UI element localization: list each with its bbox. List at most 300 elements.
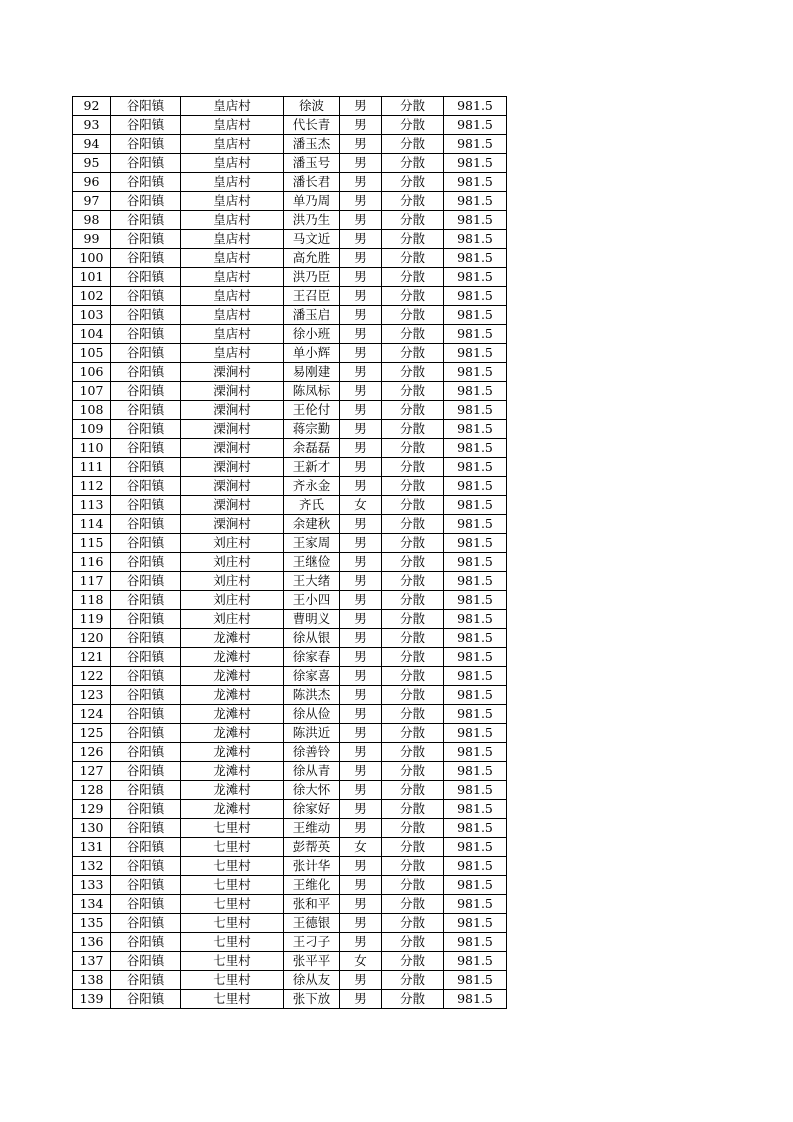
cell-amount: 981.5: [444, 515, 507, 534]
cell-town: 谷阳镇: [111, 458, 181, 477]
cell-name: 王继俭: [284, 553, 340, 572]
cell-amount: 981.5: [444, 610, 507, 629]
cell-gender: 男: [340, 743, 382, 762]
cell-village: 七里村: [181, 857, 284, 876]
cell-support-type: 分散: [382, 781, 444, 800]
cell-support-type: 分散: [382, 363, 444, 382]
cell-support-type: 分散: [382, 420, 444, 439]
cell-amount: 981.5: [444, 724, 507, 743]
table-row: [73, 838, 507, 857]
table-row: [73, 458, 507, 477]
cell-gender: 男: [340, 287, 382, 306]
cell-town: 谷阳镇: [111, 933, 181, 952]
cell-village: 皇店村: [181, 173, 284, 192]
cell-amount: 981.5: [444, 116, 507, 135]
cell-amount: 981.5: [444, 857, 507, 876]
cell-row-number: 93: [73, 116, 111, 135]
cell-gender: 男: [340, 648, 382, 667]
cell-row-number: 124: [73, 705, 111, 724]
cell-amount: 981.5: [444, 534, 507, 553]
table-row: [73, 876, 507, 895]
cell-village: 刘庄村: [181, 610, 284, 629]
cell-row-number: 115: [73, 534, 111, 553]
cell-amount: 981.5: [444, 648, 507, 667]
cell-village: 刘庄村: [181, 591, 284, 610]
cell-support-type: 分散: [382, 534, 444, 553]
cell-village: 七里村: [181, 838, 284, 857]
cell-name: 高允胜: [284, 249, 340, 268]
table-row: [73, 496, 507, 515]
cell-name: 单乃周: [284, 192, 340, 211]
cell-name: 王大绪: [284, 572, 340, 591]
cell-gender: 男: [340, 458, 382, 477]
cell-town: 谷阳镇: [111, 819, 181, 838]
table-row: [73, 173, 507, 192]
cell-row-number: 104: [73, 325, 111, 344]
cell-amount: 981.5: [444, 762, 507, 781]
cell-village: 刘庄村: [181, 553, 284, 572]
cell-village: 溧涧村: [181, 401, 284, 420]
table-row: [73, 990, 507, 1009]
cell-name: 齐氏: [284, 496, 340, 515]
cell-name: 代长青: [284, 116, 340, 135]
cell-amount: 981.5: [444, 933, 507, 952]
cell-gender: 男: [340, 705, 382, 724]
cell-row-number: 118: [73, 591, 111, 610]
cell-gender: 男: [340, 116, 382, 135]
cell-name: 王新才: [284, 458, 340, 477]
cell-gender: 男: [340, 857, 382, 876]
table-row: [73, 97, 507, 116]
cell-town: 谷阳镇: [111, 515, 181, 534]
cell-gender: 女: [340, 952, 382, 971]
cell-gender: 男: [340, 477, 382, 496]
table-row: [73, 629, 507, 648]
cell-amount: 981.5: [444, 591, 507, 610]
cell-town: 谷阳镇: [111, 249, 181, 268]
cell-name: 洪乃生: [284, 211, 340, 230]
cell-town: 谷阳镇: [111, 97, 181, 116]
cell-name: 徐家好: [284, 800, 340, 819]
cell-name: 张计华: [284, 857, 340, 876]
cell-amount: 981.5: [444, 173, 507, 192]
table-row: [73, 800, 507, 819]
cell-name: 王召臣: [284, 287, 340, 306]
cell-village: 龙滩村: [181, 629, 284, 648]
cell-gender: 男: [340, 401, 382, 420]
table-row: [73, 192, 507, 211]
cell-amount: 981.5: [444, 401, 507, 420]
cell-name: 易刚建: [284, 363, 340, 382]
cell-row-number: 127: [73, 762, 111, 781]
cell-support-type: 分散: [382, 762, 444, 781]
cell-name: 曹明义: [284, 610, 340, 629]
cell-row-number: 120: [73, 629, 111, 648]
cell-name: 陈洪杰: [284, 686, 340, 705]
cell-gender: 男: [340, 382, 382, 401]
table-row: [73, 667, 507, 686]
cell-amount: 981.5: [444, 876, 507, 895]
cell-gender: 男: [340, 819, 382, 838]
cell-name: 徐波: [284, 97, 340, 116]
cell-town: 谷阳镇: [111, 762, 181, 781]
cell-row-number: 98: [73, 211, 111, 230]
cell-village: 龙滩村: [181, 781, 284, 800]
cell-amount: 981.5: [444, 667, 507, 686]
table-row: [73, 762, 507, 781]
table-row: [73, 344, 507, 363]
cell-support-type: 分散: [382, 230, 444, 249]
cell-name: 徐小班: [284, 325, 340, 344]
cell-name: 张和平: [284, 895, 340, 914]
cell-row-number: 101: [73, 268, 111, 287]
table-row: [73, 439, 507, 458]
cell-amount: 981.5: [444, 800, 507, 819]
cell-amount: 981.5: [444, 914, 507, 933]
cell-gender: 男: [340, 230, 382, 249]
cell-support-type: 分散: [382, 990, 444, 1009]
cell-amount: 981.5: [444, 971, 507, 990]
cell-village: 七里村: [181, 819, 284, 838]
cell-name: 马文近: [284, 230, 340, 249]
cell-town: 谷阳镇: [111, 610, 181, 629]
cell-gender: 男: [340, 762, 382, 781]
cell-row-number: 137: [73, 952, 111, 971]
cell-amount: 981.5: [444, 781, 507, 800]
cell-village: 皇店村: [181, 230, 284, 249]
cell-name: 潘玉杰: [284, 135, 340, 154]
cell-support-type: 分散: [382, 553, 444, 572]
cell-support-type: 分散: [382, 496, 444, 515]
cell-town: 谷阳镇: [111, 667, 181, 686]
cell-gender: 男: [340, 990, 382, 1009]
cell-gender: 男: [340, 572, 382, 591]
cell-gender: 男: [340, 971, 382, 990]
cell-row-number: 121: [73, 648, 111, 667]
cell-village: 皇店村: [181, 249, 284, 268]
cell-name: 陈凤标: [284, 382, 340, 401]
cell-gender: 男: [340, 154, 382, 173]
cell-amount: 981.5: [444, 135, 507, 154]
table-row: [73, 553, 507, 572]
cell-village: 皇店村: [181, 268, 284, 287]
table-row: [73, 743, 507, 762]
cell-row-number: 123: [73, 686, 111, 705]
cell-amount: 981.5: [444, 819, 507, 838]
cell-amount: 981.5: [444, 629, 507, 648]
cell-support-type: 分散: [382, 382, 444, 401]
cell-amount: 981.5: [444, 952, 507, 971]
cell-amount: 981.5: [444, 363, 507, 382]
cell-town: 谷阳镇: [111, 268, 181, 287]
cell-amount: 981.5: [444, 553, 507, 572]
cell-village: 溧涧村: [181, 477, 284, 496]
cell-village: 皇店村: [181, 344, 284, 363]
cell-village: 溧涧村: [181, 382, 284, 401]
table-row: [73, 287, 507, 306]
table-row: [73, 116, 507, 135]
cell-gender: 男: [340, 933, 382, 952]
cell-town: 谷阳镇: [111, 439, 181, 458]
cell-gender: 男: [340, 211, 382, 230]
cell-village: 溧涧村: [181, 363, 284, 382]
cell-village: 龙滩村: [181, 667, 284, 686]
cell-amount: 981.5: [444, 496, 507, 515]
cell-row-number: 135: [73, 914, 111, 933]
cell-gender: 男: [340, 610, 382, 629]
table-row: [73, 306, 507, 325]
cell-row-number: 116: [73, 553, 111, 572]
cell-town: 谷阳镇: [111, 629, 181, 648]
cell-amount: 981.5: [444, 838, 507, 857]
cell-village: 皇店村: [181, 306, 284, 325]
cell-amount: 981.5: [444, 192, 507, 211]
cell-gender: 男: [340, 249, 382, 268]
cell-row-number: 95: [73, 154, 111, 173]
cell-town: 谷阳镇: [111, 743, 181, 762]
cell-support-type: 分散: [382, 344, 444, 363]
cell-town: 谷阳镇: [111, 173, 181, 192]
table-row: [73, 135, 507, 154]
cell-town: 谷阳镇: [111, 306, 181, 325]
table-body: [73, 97, 507, 1009]
cell-name: 徐家喜: [284, 667, 340, 686]
cell-row-number: 133: [73, 876, 111, 895]
cell-name: 单小辉: [284, 344, 340, 363]
cell-row-number: 132: [73, 857, 111, 876]
cell-row-number: 128: [73, 781, 111, 800]
cell-amount: 981.5: [444, 230, 507, 249]
cell-town: 谷阳镇: [111, 591, 181, 610]
cell-support-type: 分散: [382, 952, 444, 971]
cell-support-type: 分散: [382, 933, 444, 952]
cell-name: 王家周: [284, 534, 340, 553]
cell-amount: 981.5: [444, 420, 507, 439]
cell-support-type: 分散: [382, 819, 444, 838]
cell-village: 皇店村: [181, 116, 284, 135]
cell-support-type: 分散: [382, 135, 444, 154]
cell-village: 皇店村: [181, 325, 284, 344]
cell-support-type: 分散: [382, 800, 444, 819]
cell-village: 七里村: [181, 933, 284, 952]
cell-name: 徐从青: [284, 762, 340, 781]
cell-village: 溧涧村: [181, 496, 284, 515]
cell-town: 谷阳镇: [111, 971, 181, 990]
cell-amount: 981.5: [444, 154, 507, 173]
cell-name: 洪乃臣: [284, 268, 340, 287]
cell-name: 王维动: [284, 819, 340, 838]
table-row: [73, 971, 507, 990]
cell-village: 皇店村: [181, 97, 284, 116]
cell-town: 谷阳镇: [111, 477, 181, 496]
cell-town: 谷阳镇: [111, 800, 181, 819]
cell-village: 溧涧村: [181, 458, 284, 477]
table-row: [73, 268, 507, 287]
cell-gender: 男: [340, 781, 382, 800]
cell-town: 谷阳镇: [111, 344, 181, 363]
cell-village: 皇店村: [181, 154, 284, 173]
table-row: [73, 572, 507, 591]
table-row: [73, 686, 507, 705]
cell-support-type: 分散: [382, 97, 444, 116]
cell-village: 七里村: [181, 971, 284, 990]
cell-support-type: 分散: [382, 515, 444, 534]
cell-village: 溧涧村: [181, 515, 284, 534]
cell-town: 谷阳镇: [111, 325, 181, 344]
cell-town: 谷阳镇: [111, 781, 181, 800]
cell-amount: 981.5: [444, 287, 507, 306]
cell-support-type: 分散: [382, 116, 444, 135]
table-row: [73, 895, 507, 914]
cell-support-type: 分散: [382, 401, 444, 420]
cell-row-number: 110: [73, 439, 111, 458]
table-row: [73, 591, 507, 610]
cell-village: 刘庄村: [181, 572, 284, 591]
cell-support-type: 分散: [382, 857, 444, 876]
cell-town: 谷阳镇: [111, 496, 181, 515]
cell-support-type: 分散: [382, 458, 444, 477]
cell-amount: 981.5: [444, 306, 507, 325]
cell-village: 七里村: [181, 952, 284, 971]
cell-gender: 男: [340, 876, 382, 895]
cell-support-type: 分散: [382, 591, 444, 610]
cell-town: 谷阳镇: [111, 705, 181, 724]
cell-name: 王德银: [284, 914, 340, 933]
cell-amount: 981.5: [444, 344, 507, 363]
cell-town: 谷阳镇: [111, 230, 181, 249]
cell-row-number: 92: [73, 97, 111, 116]
cell-amount: 981.5: [444, 325, 507, 344]
cell-row-number: 125: [73, 724, 111, 743]
cell-gender: 男: [340, 534, 382, 553]
cell-town: 谷阳镇: [111, 895, 181, 914]
cell-row-number: 99: [73, 230, 111, 249]
table-row: [73, 420, 507, 439]
cell-support-type: 分散: [382, 667, 444, 686]
table-row: [73, 230, 507, 249]
cell-support-type: 分散: [382, 268, 444, 287]
cell-village: 龙滩村: [181, 800, 284, 819]
cell-gender: 男: [340, 553, 382, 572]
cell-support-type: 分散: [382, 705, 444, 724]
cell-row-number: 138: [73, 971, 111, 990]
cell-village: 龙滩村: [181, 686, 284, 705]
cell-village: 七里村: [181, 990, 284, 1009]
cell-gender: 男: [340, 173, 382, 192]
cell-row-number: 114: [73, 515, 111, 534]
cell-name: 彭帮英: [284, 838, 340, 857]
cell-support-type: 分散: [382, 914, 444, 933]
cell-support-type: 分散: [382, 173, 444, 192]
cell-row-number: 129: [73, 800, 111, 819]
cell-town: 谷阳镇: [111, 401, 181, 420]
cell-gender: 男: [340, 97, 382, 116]
cell-village: 龙滩村: [181, 648, 284, 667]
cell-name: 徐从俭: [284, 705, 340, 724]
cell-town: 谷阳镇: [111, 211, 181, 230]
cell-name: 王维化: [284, 876, 340, 895]
cell-row-number: 122: [73, 667, 111, 686]
cell-gender: 男: [340, 420, 382, 439]
table-row: [73, 477, 507, 496]
cell-support-type: 分散: [382, 648, 444, 667]
cell-support-type: 分散: [382, 895, 444, 914]
cell-row-number: 97: [73, 192, 111, 211]
cell-support-type: 分散: [382, 629, 444, 648]
cell-amount: 981.5: [444, 268, 507, 287]
cell-village: 皇店村: [181, 287, 284, 306]
table-row: [73, 325, 507, 344]
cell-village: 七里村: [181, 876, 284, 895]
cell-row-number: 106: [73, 363, 111, 382]
table-row: [73, 610, 507, 629]
table-row: [73, 819, 507, 838]
cell-gender: 男: [340, 325, 382, 344]
cell-amount: 981.5: [444, 895, 507, 914]
cell-amount: 981.5: [444, 382, 507, 401]
cell-town: 谷阳镇: [111, 287, 181, 306]
cell-amount: 981.5: [444, 743, 507, 762]
cell-town: 谷阳镇: [111, 952, 181, 971]
cell-support-type: 分散: [382, 724, 444, 743]
cell-name: 潘玉启: [284, 306, 340, 325]
cell-row-number: 111: [73, 458, 111, 477]
table-row: [73, 211, 507, 230]
table-row: [73, 154, 507, 173]
table-row: [73, 534, 507, 553]
table-row: [73, 401, 507, 420]
cell-gender: 女: [340, 496, 382, 515]
cell-village: 七里村: [181, 895, 284, 914]
cell-row-number: 105: [73, 344, 111, 363]
cell-name: 张平平: [284, 952, 340, 971]
cell-name: 齐永金: [284, 477, 340, 496]
cell-town: 谷阳镇: [111, 420, 181, 439]
cell-support-type: 分散: [382, 838, 444, 857]
cell-gender: 男: [340, 306, 382, 325]
cell-name: 潘玉号: [284, 154, 340, 173]
table-row: [73, 705, 507, 724]
table-row: [73, 857, 507, 876]
cell-support-type: 分散: [382, 439, 444, 458]
cell-town: 谷阳镇: [111, 857, 181, 876]
cell-village: 刘庄村: [181, 534, 284, 553]
table-row: [73, 515, 507, 534]
cell-row-number: 119: [73, 610, 111, 629]
table-row: [73, 648, 507, 667]
cell-support-type: 分散: [382, 287, 444, 306]
cell-gender: 男: [340, 667, 382, 686]
cell-village: 皇店村: [181, 211, 284, 230]
cell-village: 皇店村: [181, 192, 284, 211]
cell-row-number: 96: [73, 173, 111, 192]
cell-row-number: 107: [73, 382, 111, 401]
cell-amount: 981.5: [444, 211, 507, 230]
cell-support-type: 分散: [382, 192, 444, 211]
cell-town: 谷阳镇: [111, 838, 181, 857]
cell-row-number: 100: [73, 249, 111, 268]
cell-row-number: 109: [73, 420, 111, 439]
cell-support-type: 分散: [382, 306, 444, 325]
cell-village: 溧涧村: [181, 439, 284, 458]
cell-support-type: 分散: [382, 876, 444, 895]
cell-row-number: 102: [73, 287, 111, 306]
cell-amount: 981.5: [444, 686, 507, 705]
cell-row-number: 136: [73, 933, 111, 952]
cell-town: 谷阳镇: [111, 192, 181, 211]
table-row: [73, 781, 507, 800]
cell-village: 龙滩村: [181, 762, 284, 781]
